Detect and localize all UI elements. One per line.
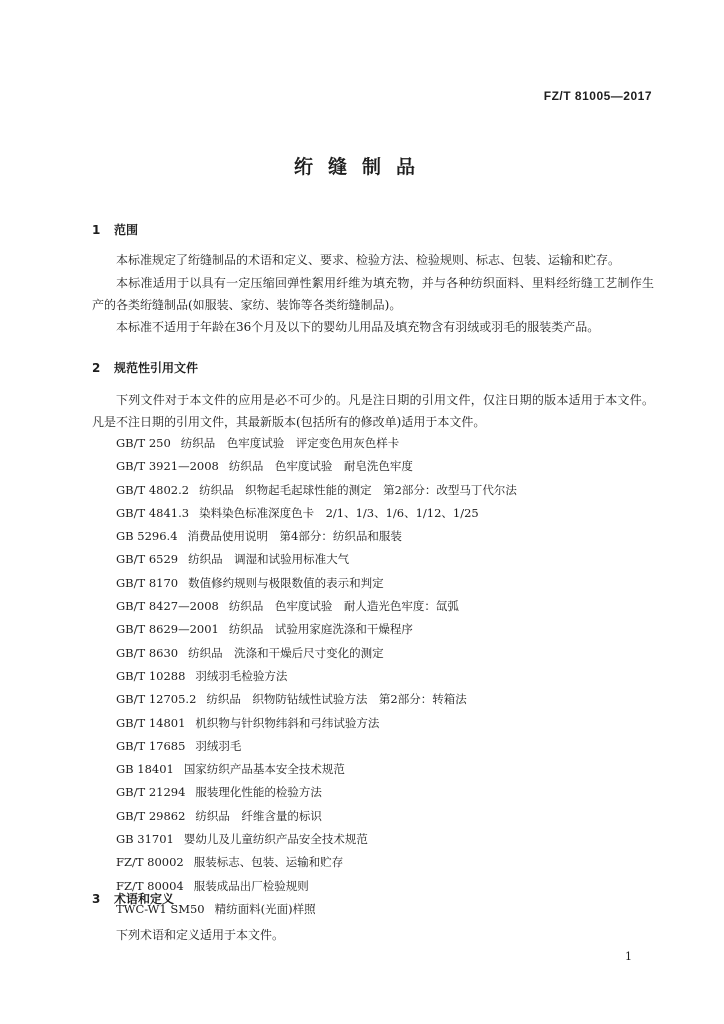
reference-code: GB 18401 [116, 762, 174, 777]
reference-item [116, 735, 656, 758]
section-number: 2 [92, 361, 101, 375]
standard-code: FZ/T 81005—2017 [543, 89, 652, 103]
reference-item [116, 479, 656, 502]
reference-item [116, 618, 656, 641]
section-title: 规范性引用文件 [114, 361, 199, 375]
reference-code: GB/T 12705.2 [116, 692, 197, 707]
reference-title: 数值修约规则与极限数值的表示和判定 [188, 575, 384, 590]
reference-item [116, 875, 656, 898]
reference-title: 服装成品出厂检验规则 [193, 878, 309, 893]
reference-title: 纺织品 织物防钻绒性试验方法 第2部分：转箱法 [206, 692, 467, 707]
reference-title: 国家纺织产品基本安全技术规范 [183, 762, 345, 777]
section-1-heading [92, 221, 138, 238]
reference-title: 消费品使用说明 第4部分：纺织品和服装 [187, 529, 402, 544]
reference-item [116, 502, 656, 525]
reference-item [116, 595, 656, 618]
reference-title: 纺织品 织物起毛起球性能的测定 第2部分：改型马丁代尔法 [199, 482, 517, 497]
reference-code: GB 31701 [116, 832, 174, 847]
reference-code: GB 5296.4 [116, 529, 178, 544]
reference-item [116, 688, 656, 711]
reference-code: GB/T 8170 [116, 575, 179, 590]
document-title: 绗缝制品 [293, 156, 430, 178]
reference-item [116, 898, 656, 921]
reference-code: GB/T 8630 [116, 645, 179, 660]
reference-title: 纺织品 调湿和试验用标准大气 [188, 552, 350, 567]
reference-code: GB/T 6529 [116, 552, 179, 567]
reference-code: GB/T 250 [116, 436, 171, 450]
reference-item [116, 525, 656, 548]
reference-title: 纺织品 色牢度试验 评定变色用灰色样卡 [180, 436, 400, 450]
reference-item [116, 665, 656, 688]
reference-title: 纺织品 色牢度试验 耐皂洗色牢度 [228, 459, 413, 474]
section-title: 术语和定义 [114, 892, 175, 906]
scope-paragraph: 本标准适用于以具有一定压缩回弹性絮用纤维为填充物，并与各种纺织面料、里料经绗缝工艺制作生产的各类绗缝制品(如服装、家纺、装饰等各类绗缝制品)。 [92, 276, 654, 312]
reference-title: 纺织品 试验用家庭洗涤和干燥程序 [228, 622, 413, 637]
reference-code: GB/T 4802.2 [116, 482, 190, 497]
page-number: 1 [625, 950, 632, 963]
reference-code: GB/T 3921—2008 [116, 459, 219, 474]
reference-code: GB/T 8629—2001 [116, 622, 219, 637]
reference-title: 纺织品 洗涤和干燥后尺寸变化的测定 [188, 645, 384, 660]
reference-item [116, 432, 656, 455]
reference-code: GB/T 8427—2008 [116, 599, 219, 614]
section-number: 1 [92, 223, 101, 237]
reference-title: 染料染色标准深度色卡 2/1、1/3、1/6、1/12、1/25 [199, 505, 479, 520]
reference-code: GB/T 29862 [116, 808, 186, 823]
reference-title: 羽绒羽毛检验方法 [195, 668, 288, 683]
reference-item [116, 851, 656, 874]
reference-title: 服装理化性能的检验方法 [195, 785, 322, 800]
reference-item [116, 805, 656, 828]
reference-item [116, 572, 656, 595]
terms-intro: 下列术语和定义适用于本文件。 [116, 928, 285, 942]
reference-title: 机织物与针织物纬斜和弓纬试验方法 [195, 715, 380, 730]
reference-code: GB/T 10288 [116, 668, 186, 683]
reference-code: TWC-W1 SM50 [116, 901, 205, 916]
reference-title: 纺织品 纤维含量的标识 [195, 808, 322, 823]
reference-title: 精纺面料(光面)样照 [214, 901, 316, 916]
section-3-heading [92, 890, 174, 907]
reference-item [116, 548, 656, 571]
reference-title: 服装标志、包装、运输和贮存 [193, 855, 344, 870]
reference-code: GB/T 14801 [116, 715, 186, 730]
reference-code: GB/T 21294 [116, 785, 186, 800]
reference-item [116, 455, 656, 478]
reference-title: 婴幼儿及儿童纺织产品安全技术规范 [183, 832, 368, 847]
reference-code: FZ/T 80004 [116, 878, 184, 893]
reference-item [116, 781, 656, 804]
reference-item [116, 758, 656, 781]
reference-list [116, 432, 656, 921]
references-intro: 下列文件对于本文件的应用是必不可少的。凡是注日期的引用文件，仅注日期的版本适用于本文件。凡是不注日期的引用文件，其最新版本(包括所有的修改单)适用于本文件。 [92, 393, 654, 429]
section-title: 范围 [114, 223, 139, 237]
section-2-heading [92, 359, 198, 376]
section-number: 3 [92, 892, 101, 906]
scope-paragraph: 本标准规定了绗缝制品的术语和定义、要求、检验方法、检验规则、标志、包装、运输和贮存。 [116, 253, 621, 267]
reference-title: 纺织品 色牢度试验 耐人造光色牢度：氙弧 [228, 599, 459, 614]
reference-code: FZ/T 80002 [116, 855, 184, 870]
reference-item [116, 828, 656, 851]
reference-item [116, 642, 656, 665]
scope-paragraph: 本标准不适用于年龄在36个月及以下的婴幼儿用品及填充物含有羽绒或羽毛的服装类产品。 [116, 320, 600, 334]
reference-item [116, 712, 656, 735]
reference-code: GB/T 4841.3 [116, 505, 190, 520]
reference-title: 羽绒羽毛 [195, 738, 242, 753]
reference-code: GB/T 17685 [116, 738, 186, 753]
